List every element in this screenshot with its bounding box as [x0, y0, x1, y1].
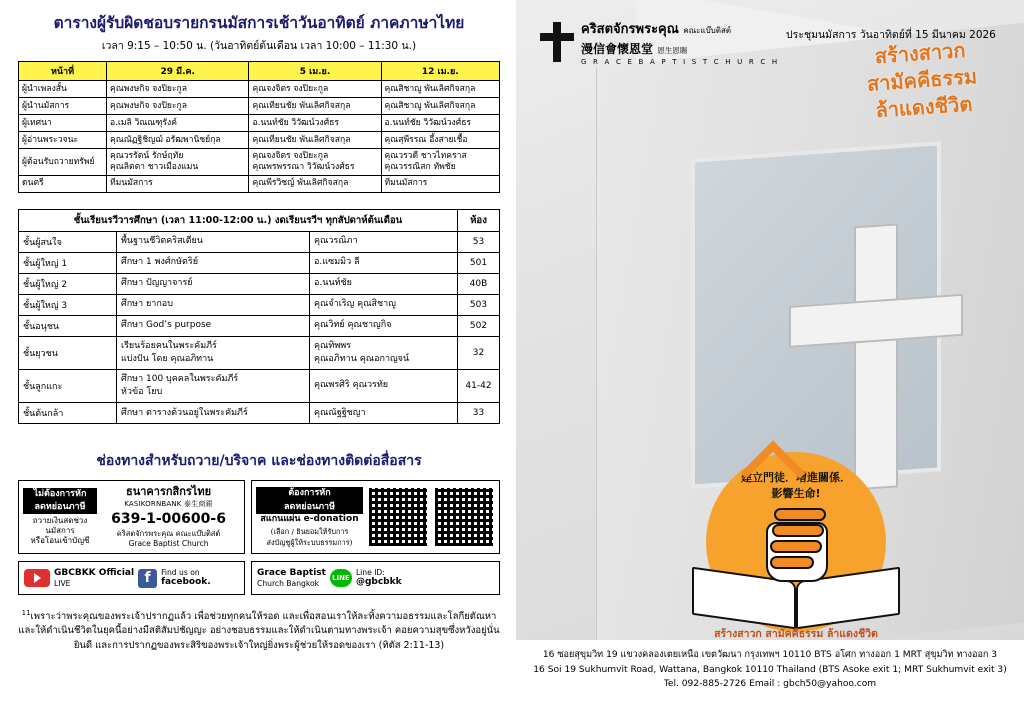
cell-line: คุณเทียนชัย พันเลิศกิจสกุล: [252, 101, 351, 111]
duty-role-cell: [19, 98, 107, 115]
cell-line: ศึกษา ตารางด้วนอยู่ในพระคัมภีร์: [121, 407, 248, 418]
page-title: ตารางผู้รับผิดชอบรายกรนมัสการเช้าวันอาทิตย์ ภาคภาษาไทย: [53, 14, 465, 32]
giving-no-tax-label: [23, 488, 97, 547]
logo-name-th-small: คณะแบ๊บติสต์: [683, 26, 732, 35]
class-topic-cell: [117, 369, 310, 402]
building-cross-shape: [784, 219, 964, 492]
cell-line: เรียนร้อยคนในพระคัมภีร์: [121, 340, 217, 351]
cell-line: คุณลิตตา ชาวเมืองแมน: [110, 162, 199, 173]
cell-line: คุณพีรวิชญ์ พันเลิศกิจสกุล: [252, 178, 349, 189]
social-sub-fbpage: Church Bangkok: [257, 578, 319, 588]
table-row: [19, 81, 500, 98]
table-row: [19, 231, 500, 252]
cell-line: ผู้นำนมัสการ: [22, 101, 70, 111]
cell-line: ชั้นผู้สนใจ: [23, 237, 62, 248]
giving-edonation-box: [251, 480, 500, 554]
class-topic-cell: [117, 336, 310, 369]
giving-no-tax-note: ถวายเงินสดช่วง นมัสการ หรือโอนเข้าบัญชี: [30, 516, 90, 546]
cell-line: หัวข้อ โยบ: [121, 386, 163, 397]
duty-person-cell: [249, 149, 381, 175]
table-row: [19, 294, 500, 315]
table-row: [19, 98, 500, 115]
cell-line: คุณจำเริญ คุณสิชาญู: [314, 299, 396, 310]
duty-col-role: หน้าที่: [19, 62, 107, 81]
class-teacher-cell: [310, 336, 458, 369]
cell-line: คุณพงษกิจ จงปิยะกูล: [110, 101, 188, 111]
cell-line: ศึกษา ปัญญาจารย์: [121, 278, 193, 289]
hand-icon: [758, 494, 844, 586]
cell-line: ศึกษา ยากอบ: [121, 299, 173, 310]
table-row: [19, 403, 500, 424]
duty-person-cell: [381, 175, 499, 192]
cell-line: ชั้นลูกแกะ: [23, 381, 63, 392]
cell-line: คุณพรศิริ คุณวรทัย: [314, 380, 389, 391]
cell-line: ผู้อ่านพระวจนะ: [22, 135, 79, 145]
class-table: [18, 209, 500, 424]
duty-role-cell: [19, 115, 107, 132]
class-room-cell: [458, 252, 500, 273]
table-row: [19, 336, 500, 369]
youtube-icon: [24, 569, 50, 587]
class-name-cell: [19, 294, 117, 315]
bible-verse: [18, 608, 500, 653]
cell-line: ชั้นอนุชน: [23, 321, 60, 332]
cell-line: ชั้นผู้ใหญ่ 2: [23, 279, 68, 290]
social-row: [18, 561, 500, 595]
church-address: [516, 648, 1024, 692]
social-item-facebook-page[interactable]: [251, 561, 500, 595]
class-name-cell: [19, 315, 117, 336]
social-item-youtube[interactable]: [18, 561, 245, 595]
bank-name-en: KASIKORNBANK 泰生商銀: [124, 499, 213, 508]
class-topic-cell: [117, 315, 310, 336]
cell-line: อ.นนท์ชัย วิวัฒน์วงศ์ธร: [384, 118, 472, 128]
cell-line: ศึกษา 100 บุคคลในพระคัมภีร์: [121, 373, 239, 384]
social-sub-youtube: LIVE: [54, 578, 71, 588]
slogan-text: สร้างสาวก สามัคคีธรรม ล้าแดงชีวิต: [866, 37, 978, 123]
duty-col-date-2: 5 เม.ย.: [249, 62, 381, 81]
cell-line: คุณสิชาญู พันเลิศกิจสกุล: [384, 101, 476, 111]
table-row: [19, 273, 500, 294]
giving-bank-box: [18, 480, 245, 554]
window-shape: [691, 141, 941, 488]
duty-role-cell: [19, 132, 107, 149]
table-row: [19, 369, 500, 402]
class-room-cell: [458, 294, 500, 315]
cell-line: อ.เมลิ วิณณฑุรังค์: [110, 118, 177, 128]
duty-person-cell: [381, 132, 499, 149]
class-teacher-cell: [310, 369, 458, 402]
page-subtitle: เวลา 9:15 – 10:50 น. (วันอาทิตย์ต้นเดือน เวลา 10:00 – 11:30 น.): [101, 40, 417, 53]
edonation-line2: สแกนแผ่น e-donation: [260, 514, 359, 525]
social-sub-facebook: facebook.: [161, 577, 211, 588]
duty-person-cell: [249, 132, 381, 149]
cell-line: 32: [472, 347, 485, 358]
giving-title: ช่องทางสำหรับถวาย/บริจาค และช่องทางติดต่อสื่อสาร: [96, 453, 422, 470]
cell-line: ชั้นต้นกล้า: [23, 409, 64, 420]
table-row: [19, 252, 500, 273]
church-logo-text: [581, 18, 779, 66]
cell-line: ดนตรี: [22, 178, 44, 189]
duty-person-cell: [107, 81, 249, 98]
vision-seal: [692, 452, 900, 642]
class-table-title: ชั้นเรียนรวีวารศึกษา (เวลา 11:00-12:00 น.) งดเรียนรวีฯ ทุกสัปดาห์ต้นเดือน: [19, 209, 458, 231]
cell-line: ทีมนมัสการ: [110, 178, 153, 189]
duty-table-header-row: [19, 62, 500, 81]
hand-finger-4: [770, 556, 814, 569]
qr-code-icon-2: [433, 486, 495, 548]
class-name-cell: [19, 403, 117, 424]
class-name-cell: [19, 231, 117, 252]
duty-person-cell: [107, 115, 249, 132]
seal-thai-text: สร้างสาวก สามัคคีธรรม ล้าแดงชีวิต: [714, 628, 878, 640]
class-topic-cell: [117, 294, 310, 315]
duty-table: [18, 61, 500, 192]
giving-no-tax-badge: ไม่ต้องการหัก: [23, 488, 97, 501]
bank-account-number: 639-1-00600-6: [111, 510, 226, 527]
duty-person-cell: [249, 98, 381, 115]
cell-line: แบ่งปัน โดย คุณอภิทาน: [121, 353, 214, 364]
table-row: [19, 115, 500, 132]
bank-owner-th: คริสตจักรพระคุณ คณะแบ๊บติสต์: [116, 529, 221, 539]
duty-col-date-1: 29 มี.ค.: [107, 62, 249, 81]
class-name-cell: [19, 252, 117, 273]
class-room-cell: [458, 336, 500, 369]
cell-line: ชั้นผู้ใหญ่ 3: [23, 300, 68, 311]
class-room-cell: [458, 369, 500, 402]
class-room-cell: [458, 403, 500, 424]
cell-line: ชั้นยุวชน: [23, 348, 58, 359]
cross-icon: [540, 22, 574, 62]
hand-finger-1: [774, 508, 826, 521]
class-teacher-cell: [310, 403, 458, 424]
cell-line: ศึกษา God’s purpose: [121, 320, 212, 331]
edonation-line4: ส่งบัญชูผู้ให้ระบบธรรมการ): [266, 537, 353, 547]
cell-line: คุณวรรัตน์ รักษ์ฤทัย: [110, 151, 184, 162]
cell-line: คุณพรพรรณา วิวัฒน์วงศ์ธร: [252, 162, 355, 173]
class-teacher-cell: [310, 294, 458, 315]
duty-person-cell: [249, 175, 381, 192]
bank-details: [97, 485, 240, 548]
right-column: [516, 0, 1024, 725]
duty-person-cell: [107, 132, 249, 149]
class-name-cell: [19, 273, 117, 294]
logo-name-en: G R A C E B A P T I S T C H U R C H: [581, 58, 780, 66]
cell-line: พื้นฐานชีวิตคริสเตียน: [121, 236, 203, 247]
cell-line: คุณเทียนชัย พันเลิศกิจสกุล: [252, 135, 351, 145]
cell-line: 502: [469, 320, 488, 331]
cell-line: อ.นนท์ชัย: [314, 278, 352, 289]
address-contact: Tel. 092-885-2726 Email : gbch50@yahoo.com: [663, 679, 877, 690]
cell-line: 41-42: [465, 380, 492, 391]
class-teacher-cell: [310, 273, 458, 294]
class-topic-cell: [117, 403, 310, 424]
hand-finger-3: [770, 540, 822, 553]
social-name-line: Line ID:: [355, 568, 385, 578]
cell-line: คุณจงจิตร จงปิยะกูล: [252, 151, 329, 162]
class-teacher-cell: [310, 315, 458, 336]
hand-finger-2: [772, 524, 824, 537]
logo-name-zh-small: 恩生恩賜: [657, 46, 688, 55]
social-name-facebook: Find us on: [161, 568, 200, 578]
cell-line: ศึกษา 1 พงศ์กษัตริย์: [121, 257, 198, 268]
edonation-badge: ต้องการหัก: [256, 487, 363, 501]
duty-person-cell: [249, 81, 381, 98]
class-topic-cell: [117, 231, 310, 252]
cell-line: 501: [469, 257, 488, 268]
class-name-cell: [19, 369, 117, 402]
church-logo: [540, 18, 779, 66]
bank-owner-en: Grace Baptist Church: [128, 538, 209, 548]
bank-name-th: ธนาคารกสิกรไทย: [126, 485, 212, 499]
cell-line: คุณวรรณิสก ทัพชัย: [384, 162, 456, 173]
cell-line: คุณวรณิภา: [314, 236, 358, 247]
logo-name-zh: 漫信會懷恩堂: [581, 42, 654, 56]
class-name-cell: [19, 336, 117, 369]
cell-line: ผู้เทศนา: [22, 118, 52, 128]
cell-line: 40B: [469, 278, 488, 289]
cell-line: ชั้นผู้ใหญ่ 1: [23, 258, 68, 269]
class-room-cell: [458, 273, 500, 294]
table-row: [19, 132, 500, 149]
class-topic-cell: [117, 273, 310, 294]
duty-role-cell: [19, 149, 107, 175]
cell-line: คุณณัฏฐิชิญฌ์ อรัฒพานิชย์กุล: [110, 135, 221, 145]
duty-person-cell: [107, 98, 249, 115]
social-name-fbpage: Grace Baptist: [257, 568, 326, 579]
seal-chinese-text: 建立門徒．增進關係． 影響生命!: [741, 471, 851, 500]
cell-line: คุณวรวดี ชาวไทคราส: [384, 151, 467, 162]
cell-line: 33: [472, 408, 485, 419]
cell-line: อ.นนท์ชัย วิวัฒน์วงศ์ธร: [252, 118, 340, 128]
cell-line: คุณจงจิตร จงปิยะกูล: [252, 84, 329, 94]
cell-line: คุณอภิทาน คุณอกาญจน์: [314, 353, 410, 364]
duty-person-cell: [381, 149, 499, 175]
line-icon: LINE: [330, 569, 352, 587]
duty-person-cell: [249, 115, 381, 132]
cell-line: คุณทิพพร: [314, 340, 352, 351]
table-row: [19, 149, 500, 175]
cell-line: คุณพงษกิจ จงปิยะกูล: [110, 84, 188, 94]
cell-line: คุณวิทย์ คุณชาญกิจ: [314, 320, 392, 331]
social-name-youtube: GBCBKK Official: [54, 568, 135, 579]
duty-person-cell: [107, 149, 249, 175]
cell-line: ผู้ต้อนรับถวายทรัพย์: [22, 156, 95, 167]
cell-line: ทีมนมัสการ: [384, 178, 428, 189]
duty-person-cell: [381, 81, 499, 98]
cell-line: 53: [472, 236, 485, 247]
facebook-icon: f: [138, 569, 157, 588]
class-room-cell: [458, 315, 500, 336]
verse-text: เพราะว่าพระคุณของพระเจ้าปรากฏแล้ว เพื่อช่วยทุกคนให้รอด และเพื่อสอนเราให้ละทิ้งความอธรรมและโลกียตัณหา และให้ดำเนินชีวิตในยุคนี้อย่างมีสติสัมปชัญญะ อย่างชอบธรรมและให้ดำเนินตามทางพระเจ้า คอยความสุขซึ่งหวังอยู่นั่นยินดี และการปรากฏของพระสิริของพระเจ้าใหญ่ยิ่งพระผู้ช่วยให้รอดของเรา (ทิตัส 2:11-13): [18, 611, 500, 651]
logo-name-th: คริสตจักรพระคุณ: [581, 22, 679, 37]
class-teacher-cell: [310, 231, 458, 252]
edonation-text: [256, 487, 363, 547]
cell-line: ผู้นำเพลงสั้น: [22, 84, 67, 94]
duty-role-cell: [19, 175, 107, 192]
table-row: [19, 175, 500, 192]
class-table-header-row: [19, 209, 500, 231]
duty-col-date-3: 12 เม.ย.: [381, 62, 499, 81]
cell-line: คุณสุพีรรณ อึ้งสายเชื้อ: [384, 135, 468, 145]
duty-role-cell: [19, 81, 107, 98]
address-line-th: 16 ซอยสุขุมวิท 19 แขวงคลองเตยเหนือ เขตวัฒนา กรุงเทพฯ 10110 BTS อโศก ทางออก 1 MRT สุขุมวิท ทางออก 3: [542, 650, 998, 660]
giving-row: [18, 480, 500, 554]
class-col-room: ห้อง: [458, 209, 500, 231]
edonation-badge-sub: ลดหย่อนภาษี: [256, 501, 363, 515]
social-sub-line: @gbcbkk: [355, 577, 402, 588]
giving-no-tax-badge-sub: ลดหย่อนภาษี: [23, 501, 97, 514]
duty-person-cell: [381, 115, 499, 132]
qr-code-icon: [367, 486, 429, 548]
duty-person-cell: [107, 175, 249, 192]
duty-person-cell: [381, 98, 499, 115]
cell-line: คุณสิชาญู พันเลิศกิจสกุล: [384, 84, 476, 94]
cell-line: คุณณัฐฐิชญา: [314, 407, 366, 418]
table-row: [19, 315, 500, 336]
class-room-cell: [458, 231, 500, 252]
class-topic-cell: [117, 252, 310, 273]
cell-line: 503: [469, 299, 488, 310]
class-teacher-cell: [310, 252, 458, 273]
meeting-info: ประชุมนมัสการ วันอาทิตย์ที่ 15 มีนาคม 2026: [786, 29, 996, 41]
edonation-line3: (เลือก / ยินยอมให้รับการ: [270, 527, 349, 537]
address-line-en: 16 Soi 19 Sukhumvit Road, Wattana, Bangkok 10110 Thailand (BTS Asoke exit 1; MRT Sukhumvit exit 3): [533, 664, 1007, 675]
cell-line: อ.แซมมิว ลี: [314, 257, 360, 268]
verse-number: 11: [21, 609, 31, 618]
